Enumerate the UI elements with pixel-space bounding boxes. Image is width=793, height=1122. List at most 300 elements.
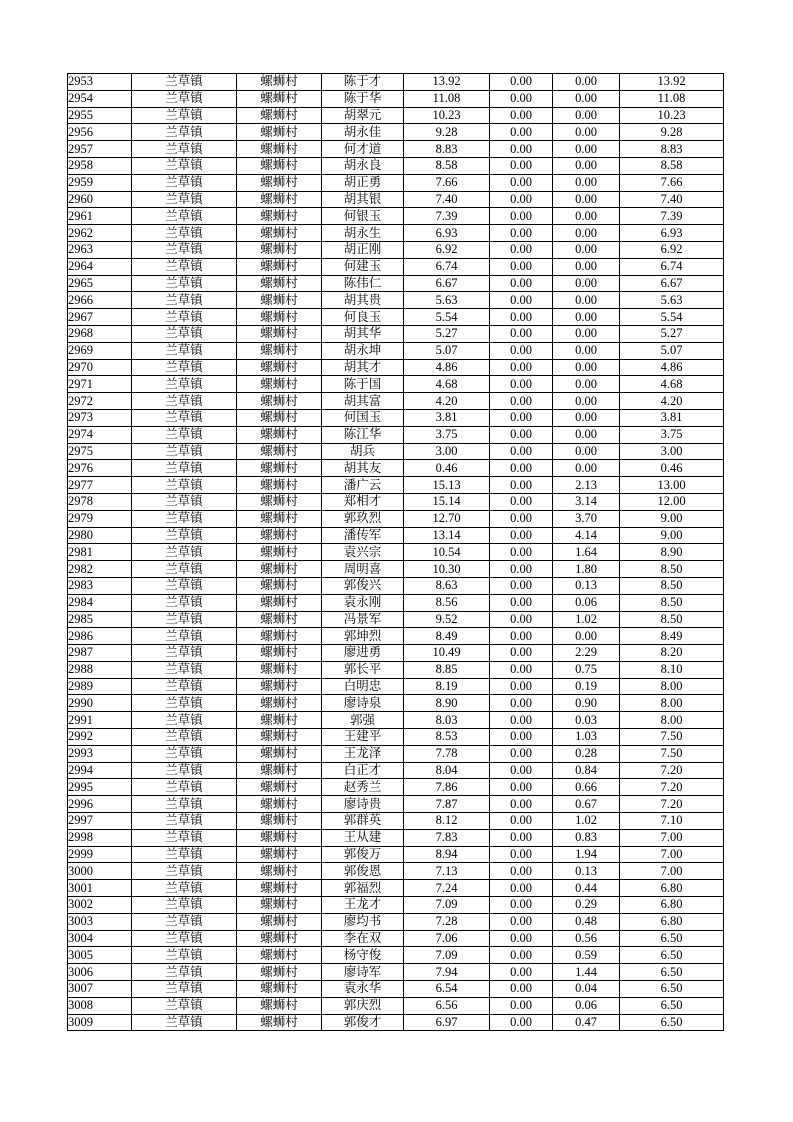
table-row	[68, 292, 724, 309]
row-id-cell: 2967	[68, 309, 132, 326]
value3-cell: 0.00	[553, 292, 620, 309]
town-cell: 兰草镇	[132, 611, 237, 628]
village-cell: 螺蛳村	[237, 762, 322, 779]
name-cell: 潘传军	[322, 527, 404, 544]
value1-cell: 7.83	[404, 829, 490, 846]
value1-cell: 8.56	[404, 594, 490, 611]
row-id-cell: 2985	[68, 611, 132, 628]
value2-cell: 0.00	[490, 376, 553, 393]
name-cell: 廖诗军	[322, 964, 404, 981]
name-cell: 袁兴宗	[322, 544, 404, 561]
value3-cell: 0.00	[553, 359, 620, 376]
village-cell: 螺蛳村	[237, 964, 322, 981]
name-cell: 郭长平	[322, 661, 404, 678]
value3-cell: 0.19	[553, 678, 620, 695]
town-cell: 兰草镇	[132, 292, 237, 309]
value3-cell: 0.00	[553, 141, 620, 158]
village-cell: 螺蛳村	[237, 729, 322, 746]
table-row	[68, 796, 724, 813]
value4-cell: 5.54	[620, 309, 724, 326]
value3-cell: 0.13	[553, 863, 620, 880]
value3-cell: 0.00	[553, 90, 620, 107]
value2-cell: 0.00	[490, 477, 553, 494]
value3-cell: 1.02	[553, 611, 620, 628]
value3-cell: 0.00	[553, 325, 620, 342]
name-cell: 郭俊兴	[322, 577, 404, 594]
village-cell: 螺蛳村	[237, 393, 322, 410]
value1-cell: 8.03	[404, 712, 490, 729]
value4-cell: 7.00	[620, 829, 724, 846]
village-cell: 螺蛳村	[237, 561, 322, 578]
town-cell: 兰草镇	[132, 577, 237, 594]
town-cell: 兰草镇	[132, 191, 237, 208]
value3-cell: 0.83	[553, 829, 620, 846]
name-cell: 胡其友	[322, 460, 404, 477]
value1-cell: 8.53	[404, 729, 490, 746]
value2-cell: 0.00	[490, 577, 553, 594]
value2-cell: 0.00	[490, 208, 553, 225]
value3-cell: 0.00	[553, 393, 620, 410]
value3-cell: 0.00	[553, 124, 620, 141]
name-cell: 何银玉	[322, 208, 404, 225]
value1-cell: 7.13	[404, 863, 490, 880]
table-row	[68, 275, 724, 292]
value4-cell: 8.83	[620, 141, 724, 158]
value3-cell: 0.03	[553, 712, 620, 729]
table-row	[68, 712, 724, 729]
village-cell: 螺蛳村	[237, 813, 322, 830]
value3-cell: 0.00	[553, 275, 620, 292]
value4-cell: 7.50	[620, 729, 724, 746]
table-row	[68, 661, 724, 678]
table-row	[68, 897, 724, 914]
table-row	[68, 393, 724, 410]
value4-cell: 7.20	[620, 762, 724, 779]
value1-cell: 12.70	[404, 510, 490, 527]
table-row	[68, 678, 724, 695]
value3-cell: 2.29	[553, 645, 620, 662]
name-cell: 廖进勇	[322, 645, 404, 662]
village-cell: 螺蛳村	[237, 863, 322, 880]
value2-cell: 0.00	[490, 157, 553, 174]
value4-cell: 6.50	[620, 964, 724, 981]
table-row	[68, 325, 724, 342]
value4-cell: 7.00	[620, 863, 724, 880]
name-cell: 白明忠	[322, 678, 404, 695]
value1-cell: 7.09	[404, 897, 490, 914]
value3-cell: 0.66	[553, 779, 620, 796]
value3-cell: 0.75	[553, 661, 620, 678]
name-cell: 王建平	[322, 729, 404, 746]
name-cell: 王从建	[322, 829, 404, 846]
row-id-cell: 2992	[68, 729, 132, 746]
table-row	[68, 762, 724, 779]
row-id-cell: 3007	[68, 981, 132, 998]
town-cell: 兰草镇	[132, 477, 237, 494]
row-id-cell: 2990	[68, 695, 132, 712]
value4-cell: 9.00	[620, 527, 724, 544]
row-id-cell: 2988	[68, 661, 132, 678]
value2-cell: 0.00	[490, 729, 553, 746]
value4-cell: 6.80	[620, 897, 724, 914]
value3-cell: 1.80	[553, 561, 620, 578]
name-cell: 何才道	[322, 141, 404, 158]
value4-cell: 8.00	[620, 712, 724, 729]
town-cell: 兰草镇	[132, 712, 237, 729]
table-row	[68, 695, 724, 712]
town-cell: 兰草镇	[132, 443, 237, 460]
row-id-cell: 2976	[68, 460, 132, 477]
row-id-cell: 2987	[68, 645, 132, 662]
value1-cell: 0.46	[404, 460, 490, 477]
value4-cell: 7.00	[620, 846, 724, 863]
name-cell: 胡永生	[322, 225, 404, 242]
value2-cell: 0.00	[490, 796, 553, 813]
value1-cell: 9.52	[404, 611, 490, 628]
table-row	[68, 577, 724, 594]
village-cell: 螺蛳村	[237, 258, 322, 275]
name-cell: 王龙才	[322, 897, 404, 914]
value1-cell: 7.39	[404, 208, 490, 225]
value1-cell: 6.93	[404, 225, 490, 242]
value1-cell: 6.67	[404, 275, 490, 292]
town-cell: 兰草镇	[132, 157, 237, 174]
value1-cell: 4.86	[404, 359, 490, 376]
town-cell: 兰草镇	[132, 426, 237, 443]
value3-cell: 0.06	[553, 594, 620, 611]
name-cell: 袁永华	[322, 981, 404, 998]
value1-cell: 8.83	[404, 141, 490, 158]
value4-cell: 8.90	[620, 544, 724, 561]
village-cell: 螺蛳村	[237, 527, 322, 544]
table-row	[68, 729, 724, 746]
value4-cell: 9.28	[620, 124, 724, 141]
value2-cell: 0.00	[490, 510, 553, 527]
table-row	[68, 981, 724, 998]
village-cell: 螺蛳村	[237, 90, 322, 107]
value2-cell: 0.00	[490, 460, 553, 477]
value1-cell: 15.13	[404, 477, 490, 494]
town-cell: 兰草镇	[132, 208, 237, 225]
table-row	[68, 510, 724, 527]
town-cell: 兰草镇	[132, 409, 237, 426]
table-row	[68, 930, 724, 947]
value4-cell: 6.50	[620, 981, 724, 998]
value3-cell: 0.00	[553, 241, 620, 258]
row-id-cell: 2966	[68, 292, 132, 309]
village-cell: 螺蛳村	[237, 897, 322, 914]
table-row	[68, 90, 724, 107]
value1-cell: 6.74	[404, 258, 490, 275]
village-cell: 螺蛳村	[237, 477, 322, 494]
name-cell: 郭强	[322, 712, 404, 729]
town-cell: 兰草镇	[132, 510, 237, 527]
name-cell: 赵秀兰	[322, 779, 404, 796]
town-cell: 兰草镇	[132, 913, 237, 930]
value4-cell: 7.50	[620, 745, 724, 762]
table-body	[68, 74, 724, 1031]
row-id-cell: 2972	[68, 393, 132, 410]
village-cell: 螺蛳村	[237, 645, 322, 662]
table-row	[68, 225, 724, 242]
value3-cell: 0.00	[553, 342, 620, 359]
row-id-cell: 2963	[68, 241, 132, 258]
village-cell: 螺蛳村	[237, 208, 322, 225]
name-cell: 胡永佳	[322, 124, 404, 141]
name-cell: 胡其才	[322, 359, 404, 376]
name-cell: 郭俊万	[322, 846, 404, 863]
value1-cell: 13.92	[404, 74, 490, 91]
row-id-cell: 3009	[68, 1014, 132, 1031]
table-row	[68, 309, 724, 326]
town-cell: 兰草镇	[132, 124, 237, 141]
value2-cell: 0.00	[490, 1014, 553, 1031]
row-id-cell: 2954	[68, 90, 132, 107]
name-cell: 郭玖烈	[322, 510, 404, 527]
village-cell: 螺蛳村	[237, 275, 322, 292]
town-cell: 兰草镇	[132, 981, 237, 998]
row-id-cell: 2978	[68, 493, 132, 510]
village-cell: 螺蛳村	[237, 745, 322, 762]
row-id-cell: 2989	[68, 678, 132, 695]
value3-cell: 0.48	[553, 913, 620, 930]
name-cell: 胡翠元	[322, 107, 404, 124]
table-row	[68, 846, 724, 863]
name-cell: 冯景军	[322, 611, 404, 628]
value1-cell: 5.07	[404, 342, 490, 359]
table-row	[68, 477, 724, 494]
town-cell: 兰草镇	[132, 460, 237, 477]
value2-cell: 0.00	[490, 611, 553, 628]
row-id-cell: 2960	[68, 191, 132, 208]
town-cell: 兰草镇	[132, 796, 237, 813]
value3-cell: 0.28	[553, 745, 620, 762]
value2-cell: 0.00	[490, 191, 553, 208]
value1-cell: 7.87	[404, 796, 490, 813]
town-cell: 兰草镇	[132, 678, 237, 695]
value2-cell: 0.00	[490, 561, 553, 578]
value3-cell: 0.00	[553, 443, 620, 460]
town-cell: 兰草镇	[132, 74, 237, 91]
value3-cell: 0.44	[553, 880, 620, 897]
value2-cell: 0.00	[490, 964, 553, 981]
value3-cell: 0.84	[553, 762, 620, 779]
value4-cell: 9.00	[620, 510, 724, 527]
town-cell: 兰草镇	[132, 846, 237, 863]
name-cell: 郭福烈	[322, 880, 404, 897]
name-cell: 廖诗贵	[322, 796, 404, 813]
value2-cell: 0.00	[490, 225, 553, 242]
village-cell: 螺蛳村	[237, 241, 322, 258]
value3-cell: 4.14	[553, 527, 620, 544]
value2-cell: 0.00	[490, 107, 553, 124]
row-id-cell: 3006	[68, 964, 132, 981]
table-row	[68, 409, 724, 426]
value3-cell: 0.00	[553, 460, 620, 477]
row-id-cell: 3001	[68, 880, 132, 897]
village-cell: 螺蛳村	[237, 1014, 322, 1031]
name-cell: 陈于华	[322, 90, 404, 107]
value1-cell: 10.23	[404, 107, 490, 124]
value4-cell: 8.00	[620, 695, 724, 712]
name-cell: 周明喜	[322, 561, 404, 578]
value4-cell: 7.20	[620, 779, 724, 796]
name-cell: 何国玉	[322, 409, 404, 426]
value2-cell: 0.00	[490, 661, 553, 678]
town-cell: 兰草镇	[132, 241, 237, 258]
village-cell: 螺蛳村	[237, 712, 322, 729]
village-cell: 螺蛳村	[237, 997, 322, 1014]
value2-cell: 0.00	[490, 443, 553, 460]
value2-cell: 0.00	[490, 829, 553, 846]
value4-cell: 8.49	[620, 628, 724, 645]
value3-cell: 1.03	[553, 729, 620, 746]
value2-cell: 0.00	[490, 74, 553, 91]
value2-cell: 0.00	[490, 913, 553, 930]
value1-cell: 7.86	[404, 779, 490, 796]
town-cell: 兰草镇	[132, 325, 237, 342]
value1-cell: 7.66	[404, 174, 490, 191]
village-cell: 螺蛳村	[237, 157, 322, 174]
value2-cell: 0.00	[490, 997, 553, 1014]
value2-cell: 0.00	[490, 342, 553, 359]
value1-cell: 3.81	[404, 409, 490, 426]
value3-cell: 0.00	[553, 191, 620, 208]
row-id-cell: 2984	[68, 594, 132, 611]
table-row	[68, 947, 724, 964]
value2-cell: 0.00	[490, 544, 553, 561]
table-row	[68, 107, 724, 124]
table-row	[68, 863, 724, 880]
row-id-cell: 3005	[68, 947, 132, 964]
value4-cell: 6.67	[620, 275, 724, 292]
village-cell: 螺蛳村	[237, 846, 322, 863]
table-row	[68, 460, 724, 477]
value4-cell: 5.27	[620, 325, 724, 342]
data-table	[67, 73, 724, 1031]
value4-cell: 6.80	[620, 880, 724, 897]
table-row	[68, 157, 724, 174]
value1-cell: 7.40	[404, 191, 490, 208]
value3-cell: 0.00	[553, 107, 620, 124]
name-cell: 杨守俊	[322, 947, 404, 964]
value4-cell: 13.92	[620, 74, 724, 91]
village-cell: 螺蛳村	[237, 409, 322, 426]
table-row	[68, 745, 724, 762]
town-cell: 兰草镇	[132, 729, 237, 746]
village-cell: 螺蛳村	[237, 510, 322, 527]
value3-cell: 1.64	[553, 544, 620, 561]
value2-cell: 0.00	[490, 695, 553, 712]
value4-cell: 6.93	[620, 225, 724, 242]
row-id-cell: 2953	[68, 74, 132, 91]
name-cell: 胡正刚	[322, 241, 404, 258]
row-id-cell: 2996	[68, 796, 132, 813]
value2-cell: 0.00	[490, 275, 553, 292]
value4-cell: 7.10	[620, 813, 724, 830]
table-row	[68, 964, 724, 981]
value4-cell: 3.81	[620, 409, 724, 426]
town-cell: 兰草镇	[132, 997, 237, 1014]
town-cell: 兰草镇	[132, 880, 237, 897]
village-cell: 螺蛳村	[237, 544, 322, 561]
table-row	[68, 913, 724, 930]
name-cell: 胡其贵	[322, 292, 404, 309]
value3-cell: 0.00	[553, 426, 620, 443]
row-id-cell: 2971	[68, 376, 132, 393]
value2-cell: 0.00	[490, 712, 553, 729]
value4-cell: 6.50	[620, 930, 724, 947]
name-cell: 胡兵	[322, 443, 404, 460]
town-cell: 兰草镇	[132, 947, 237, 964]
value4-cell: 7.40	[620, 191, 724, 208]
value1-cell: 7.09	[404, 947, 490, 964]
name-cell: 郭坤烈	[322, 628, 404, 645]
town-cell: 兰草镇	[132, 258, 237, 275]
table-row	[68, 813, 724, 830]
value3-cell: 0.00	[553, 376, 620, 393]
name-cell: 王龙泽	[322, 745, 404, 762]
table-row	[68, 376, 724, 393]
name-cell: 廖均书	[322, 913, 404, 930]
town-cell: 兰草镇	[132, 309, 237, 326]
value1-cell: 13.14	[404, 527, 490, 544]
town-cell: 兰草镇	[132, 813, 237, 830]
value1-cell: 8.94	[404, 846, 490, 863]
value1-cell: 4.20	[404, 393, 490, 410]
value3-cell: 3.14	[553, 493, 620, 510]
value3-cell: 0.04	[553, 981, 620, 998]
village-cell: 螺蛳村	[237, 443, 322, 460]
table-row	[68, 191, 724, 208]
value2-cell: 0.00	[490, 174, 553, 191]
town-cell: 兰草镇	[132, 762, 237, 779]
town-cell: 兰草镇	[132, 594, 237, 611]
name-cell: 陈江华	[322, 426, 404, 443]
row-id-cell: 2970	[68, 359, 132, 376]
village-cell: 螺蛳村	[237, 678, 322, 695]
value1-cell: 7.24	[404, 880, 490, 897]
value3-cell: 0.29	[553, 897, 620, 914]
row-id-cell: 2994	[68, 762, 132, 779]
name-cell: 廖诗泉	[322, 695, 404, 712]
table-row	[68, 241, 724, 258]
value4-cell: 7.39	[620, 208, 724, 225]
row-id-cell: 2997	[68, 813, 132, 830]
value2-cell: 0.00	[490, 409, 553, 426]
value3-cell: 0.00	[553, 409, 620, 426]
value2-cell: 0.00	[490, 90, 553, 107]
value1-cell: 10.54	[404, 544, 490, 561]
value4-cell: 0.46	[620, 460, 724, 477]
value1-cell: 8.85	[404, 661, 490, 678]
row-id-cell: 2980	[68, 527, 132, 544]
row-id-cell: 2973	[68, 409, 132, 426]
village-cell: 螺蛳村	[237, 74, 322, 91]
table-row	[68, 258, 724, 275]
table-row	[68, 174, 724, 191]
value2-cell: 0.00	[490, 359, 553, 376]
town-cell: 兰草镇	[132, 829, 237, 846]
value1-cell: 7.28	[404, 913, 490, 930]
value3-cell: 0.13	[553, 577, 620, 594]
row-id-cell: 2981	[68, 544, 132, 561]
value1-cell: 6.97	[404, 1014, 490, 1031]
value2-cell: 0.00	[490, 762, 553, 779]
value2-cell: 0.00	[490, 846, 553, 863]
value2-cell: 0.00	[490, 393, 553, 410]
table-row	[68, 645, 724, 662]
